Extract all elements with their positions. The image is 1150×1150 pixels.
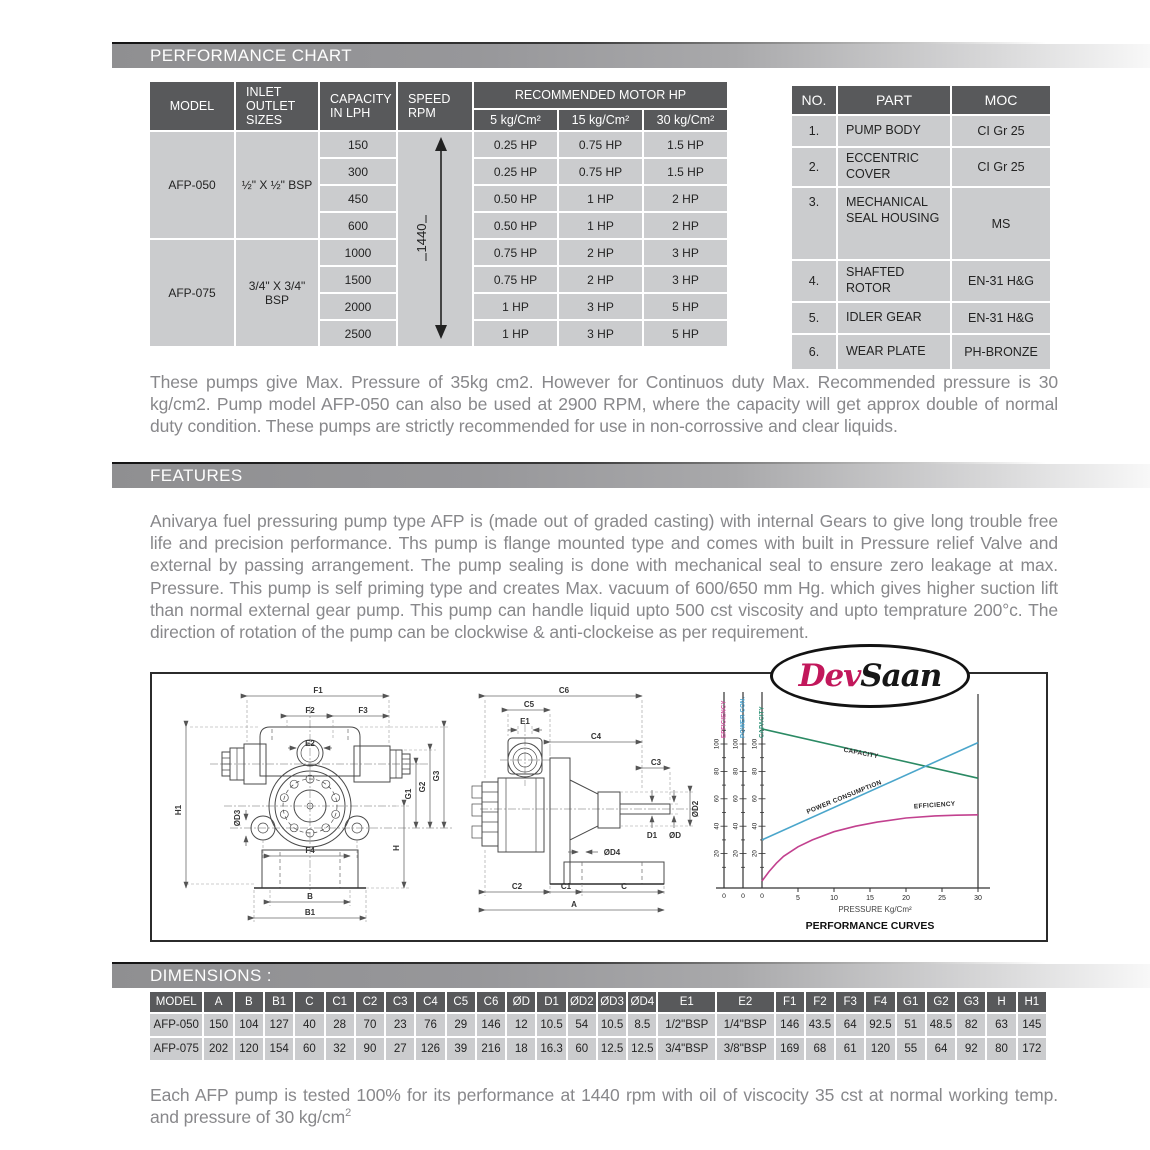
part-name: WEAR PLATE xyxy=(838,335,950,369)
dims-cell: 32 xyxy=(326,1038,354,1060)
part-name: PUMP BODY xyxy=(838,116,950,146)
capacity-cell: 2000 xyxy=(320,294,396,319)
dimension-label-od2: ØD2 xyxy=(691,800,700,818)
logo-text-dev: Dev xyxy=(798,658,861,694)
col-header-30kg: 30 kg/Cm² xyxy=(644,110,727,130)
dims-column-header: C4 xyxy=(416,992,444,1012)
dims-cell: 43.5 xyxy=(806,1014,834,1036)
dims-cell: 80 xyxy=(987,1038,1015,1060)
dims-cell: 90 xyxy=(356,1038,384,1060)
table-row xyxy=(792,116,1050,146)
dims-column-header: C6 xyxy=(477,992,505,1012)
dims-column-header: B xyxy=(235,992,263,1012)
dimension-label-c4: C4 xyxy=(590,732,602,741)
dims-cell: 12 xyxy=(507,1014,535,1036)
dimension-label-c2: C2 xyxy=(511,882,523,891)
dims-cell: 28 xyxy=(326,1014,354,1036)
dims-cell: 12.5 xyxy=(598,1038,626,1060)
dimension-label-d1: D1 xyxy=(646,831,658,840)
x-tick-label: 30 xyxy=(974,895,982,902)
col-header-no: NO. xyxy=(792,86,836,114)
dims-cell: 18 xyxy=(507,1038,535,1060)
dims-column-header: F3 xyxy=(836,992,864,1012)
hp-cell: 0.75 HP xyxy=(474,240,557,265)
inlet-cell: 3/4" X 3/4" BSP xyxy=(236,240,318,346)
hp-cell: 0.50 HP xyxy=(474,186,557,211)
dims-column-header: G1 xyxy=(897,992,925,1012)
capacity-cell: 2500 xyxy=(320,321,396,346)
hp-cell: 0.50 HP xyxy=(474,213,557,238)
dims-cell: 76 xyxy=(416,1014,444,1036)
arrow-up-icon xyxy=(435,137,447,151)
dims-cell: 39 xyxy=(447,1038,475,1060)
x-zero-label: 0 xyxy=(722,893,726,900)
part-no: 2. xyxy=(792,148,836,186)
dimension-label-f3: F3 xyxy=(358,706,368,715)
test-note xyxy=(150,1084,1058,1129)
dims-cell: 60 xyxy=(568,1038,596,1060)
dimension-label-g1: G1 xyxy=(404,788,413,800)
col-header-capacity: CAPACITY IN LPH xyxy=(320,82,396,130)
col-header-moc: MOC xyxy=(952,86,1050,114)
dims-column-header: H1 xyxy=(1018,992,1046,1012)
x-tick-label: 15 xyxy=(866,895,874,902)
dims-column-header: ØD xyxy=(507,992,535,1012)
dims-cell: 216 xyxy=(477,1038,505,1060)
hp-cell: 0.25 HP xyxy=(474,159,557,184)
part-moc: CI Gr 25 xyxy=(952,148,1050,186)
pump-front-view-drawing xyxy=(160,680,460,932)
dims-cell: 64 xyxy=(836,1014,864,1036)
dims-cell: 27 xyxy=(386,1038,414,1060)
hp-cell: 3 HP xyxy=(559,321,642,346)
y-tick-label: 80 xyxy=(713,767,721,775)
pump-side-view-drawing xyxy=(464,680,720,932)
dimension-label-c5: C5 xyxy=(523,700,535,709)
dimension-label-b1: B1 xyxy=(304,908,316,917)
hp-cell: 5 HP xyxy=(644,321,727,346)
dims-cell: 92.5 xyxy=(866,1014,894,1036)
hp-cell: 0.75 HP xyxy=(559,132,642,157)
dimension-label-e1: E1 xyxy=(520,717,530,726)
capacity-cell: 1000 xyxy=(320,240,396,265)
col-header-model: MODEL xyxy=(150,82,234,130)
dims-cell: 1/4"BSP xyxy=(717,1014,774,1036)
dims-column-header: C2 xyxy=(356,992,384,1012)
y-tick-label: 80 xyxy=(732,767,740,775)
dims-cell: 146 xyxy=(477,1014,505,1036)
x-zero-label: 0 xyxy=(760,893,764,900)
dims-column-header: G3 xyxy=(957,992,985,1012)
chart-x-axis-label: PRESSURE Kg/Cm² xyxy=(838,905,912,914)
chart-title: PERFORMANCE CURVES xyxy=(805,920,935,932)
y-tick-label: 60 xyxy=(732,795,740,803)
table-row xyxy=(150,1038,1046,1060)
dims-column-header: G2 xyxy=(927,992,955,1012)
hp-cell: 2 HP xyxy=(644,186,727,211)
hp-cell: 5 HP xyxy=(644,294,727,319)
hp-cell: 0.75 HP xyxy=(474,267,557,292)
dims-cell: 3/8"BSP xyxy=(717,1038,774,1060)
dims-cell: 1/2"BSP xyxy=(658,1014,715,1036)
dims-cell: 202 xyxy=(204,1038,232,1060)
dims-column-header: C5 xyxy=(447,992,475,1012)
col-header-part: PART xyxy=(838,86,950,114)
dimension-label-h1: H1 xyxy=(174,804,183,816)
section-header-features: FEATURES xyxy=(112,464,1150,488)
arrow-down-icon xyxy=(435,325,447,339)
x-tick-label: 10 xyxy=(830,895,838,902)
speed-value-label: 1440 xyxy=(414,223,429,252)
dimension-label-f2: F2 xyxy=(305,706,315,715)
hp-cell: 1 HP xyxy=(474,294,557,319)
x-tick-label: 5 xyxy=(796,895,800,902)
dims-cell: 63 xyxy=(987,1014,1015,1036)
part-name: IDLER GEAR xyxy=(838,303,950,333)
table-row xyxy=(150,132,727,157)
dimension-label-c1: C1 xyxy=(560,882,572,891)
dimension-label-b: B xyxy=(307,892,313,901)
dims-cell: 150 xyxy=(204,1014,232,1036)
dimension-label-g3: G3 xyxy=(432,770,441,782)
col-header-speed: SPEED RPM xyxy=(398,82,472,130)
front-pump-outline xyxy=(222,727,410,888)
capacity-cell: 300 xyxy=(320,159,396,184)
dims-cell: 48.5 xyxy=(927,1014,955,1036)
dims-cell: 8.5 xyxy=(628,1014,656,1036)
series-label: CAPACITY xyxy=(843,746,879,761)
dims-cell: 64 xyxy=(927,1038,955,1060)
inlet-cell: ½" X ½" BSP xyxy=(236,132,318,238)
drawings-panel xyxy=(150,672,1048,942)
speed-range-arrow xyxy=(407,135,463,341)
hp-cell: 1 HP xyxy=(559,213,642,238)
section-header-performance-chart: PERFORMANCE CHART xyxy=(112,44,1150,68)
table-row xyxy=(792,188,1050,259)
dims-column-header: F1 xyxy=(776,992,804,1012)
y-tick-label: 100 xyxy=(751,738,759,750)
performance-curves-svg xyxy=(702,682,1002,940)
table-row xyxy=(792,148,1050,186)
dims-column-header: D1 xyxy=(537,992,565,1012)
part-moc: EN-31 H&G xyxy=(952,261,1050,301)
test-note-superscript: 2 xyxy=(345,1107,352,1120)
dims-cell: 120 xyxy=(235,1038,263,1060)
hp-cell: 0.75 HP xyxy=(559,159,642,184)
capacity-cell: 600 xyxy=(320,213,396,238)
part-moc: CI Gr 25 xyxy=(952,116,1050,146)
model-cell: AFP-050 xyxy=(150,132,234,238)
dims-cell: 61 xyxy=(836,1038,864,1060)
dims-cell: 82 xyxy=(957,1014,985,1036)
dims-column-header: B1 xyxy=(265,992,293,1012)
dims-cell: 104 xyxy=(235,1014,263,1036)
part-name: ECCENTRIC COVER xyxy=(838,148,950,186)
col-header-5kg: 5 kg/Cm² xyxy=(474,110,557,130)
section-header-dimensions: DIMENSIONS : xyxy=(112,964,1150,988)
dims-cell: 146 xyxy=(776,1014,804,1036)
part-moc: PH-BRONZE xyxy=(952,335,1050,369)
dims-cell: 68 xyxy=(806,1038,834,1060)
dims-cell: 54 xyxy=(568,1014,596,1036)
dims-cell: 10.5 xyxy=(598,1014,626,1036)
test-note-text: Each AFP pump is tested 100% for its performance at 1440 rpm with oil of viscocity 35 cst at normal working temp. and pressure of 30 kg/cm xyxy=(150,1084,1058,1127)
performance-note: These pumps give Max. Pressure of 35kg cm2. However for Continuos duty Max. Recommended pressure is 30 kg/cm2. Pump model AFP-050 can also be used at 2900 RPM, where the capacity will get approx double of normal duty condition. These pumps are strictly recommended for use in non-corrossive and clear liquids. xyxy=(150,371,1058,437)
dims-cell: 92 xyxy=(957,1038,985,1060)
col-header-motor-hp: RECOMMENDED MOTOR HP xyxy=(474,82,727,108)
dims-cell: 145 xyxy=(1018,1014,1046,1036)
devsaan-logo xyxy=(770,644,970,708)
part-moc: EN-31 H&G xyxy=(952,303,1050,333)
table-row xyxy=(792,335,1050,369)
hp-cell: 1.5 HP xyxy=(644,132,727,157)
dims-column-header: ØD2 xyxy=(568,992,596,1012)
dims-cell: 51 xyxy=(897,1014,925,1036)
y-tick-label: 40 xyxy=(713,822,721,830)
features-paragraph: Anivarya fuel pressuring pump type AFP is (made out of graded casting) with internal Gears to give long trouble free life and precision performance. Ths pump is flange mounted type and comes with built in Pressure relief Valve and external by passing arrangement. The pump sealing is done with mechanical seal to ensure zero leakage at max. Pressure. This pump is self priming type and creates Max. vacuum of 600/650 mm Hg. which gives higher suction lift than normal external gear pump. This pump can handle liquid upto 500 cst viscosity and upto temprature 200°c. The direction of rotation of the pump can be clockwise & anti-clockeise as per requirement. xyxy=(150,510,1058,643)
hp-cell: 1 HP xyxy=(559,186,642,211)
dims-cell: 70 xyxy=(356,1014,384,1036)
y-tick-label: 100 xyxy=(732,738,740,750)
col-header-inlet-outlet: INLET OUTLET SIZES xyxy=(236,82,318,130)
table-row xyxy=(150,1014,1046,1036)
series-label: POWER CONSUMPTION xyxy=(805,779,883,816)
parts-moc-table xyxy=(790,84,1052,371)
dimension-label-g2: G2 xyxy=(418,781,427,793)
dimension-label-f4: F4 xyxy=(305,846,315,855)
y-tick-label: 40 xyxy=(732,822,740,830)
dims-column-header: A xyxy=(204,992,232,1012)
dims-column-header: H xyxy=(987,992,1015,1012)
part-no: 5. xyxy=(792,303,836,333)
dims-cell: 3/4"BSP xyxy=(658,1038,715,1060)
y-axis-title: POWER CON. xyxy=(740,696,747,738)
dims-column-header: ØD3 xyxy=(598,992,626,1012)
dims-column-header: ØD4 xyxy=(628,992,656,1012)
x-tick-label: 25 xyxy=(938,895,946,902)
side-dimensions xyxy=(485,686,700,910)
hp-cell: 1.5 HP xyxy=(644,159,727,184)
dimension-label-c: C xyxy=(621,882,627,891)
hp-cell: 3 HP xyxy=(644,267,727,292)
dims-column-header: C3 xyxy=(386,992,414,1012)
hp-cell: 1 HP xyxy=(474,321,557,346)
col-header-15kg: 15 kg/Cm² xyxy=(559,110,642,130)
part-no: 4. xyxy=(792,261,836,301)
dims-cell: 169 xyxy=(776,1038,804,1060)
hp-cell: 2 HP xyxy=(559,267,642,292)
capacity-cell: 450 xyxy=(320,186,396,211)
dims-cell: 154 xyxy=(265,1038,293,1060)
y-tick-label: 20 xyxy=(713,850,721,858)
dimension-label-a: A xyxy=(571,900,577,909)
dimension-label-f1: F1 xyxy=(313,686,323,695)
dims-column-header: C xyxy=(295,992,323,1012)
capacity-cell: 1500 xyxy=(320,267,396,292)
dims-column-header: E2 xyxy=(717,992,774,1012)
dims-cell: 55 xyxy=(897,1038,925,1060)
hp-cell: 3 HP xyxy=(644,240,727,265)
dims-cell: AFP-050 xyxy=(150,1014,202,1036)
y-axis-title: CAPACITY xyxy=(759,706,766,738)
dims-cell: 12.5 xyxy=(628,1038,656,1060)
table-row xyxy=(792,261,1050,301)
part-name: MECHANICAL SEAL HOUSING xyxy=(838,188,950,259)
dims-column-header: F4 xyxy=(866,992,894,1012)
performance-curves-chart xyxy=(702,682,1002,945)
dims-cell: 23 xyxy=(386,1014,414,1036)
speed-arrow-cell xyxy=(398,132,472,346)
y-tick-label: 20 xyxy=(732,850,740,858)
dims-cell: 10.5 xyxy=(537,1014,565,1036)
series-label: EFFICIENCY xyxy=(913,800,956,811)
dims-cell: 120 xyxy=(866,1038,894,1060)
part-no: 6. xyxy=(792,335,836,369)
y-axis-title: EFFICIENCY xyxy=(721,700,728,738)
dimension-label-od3: ØD3 xyxy=(233,809,242,827)
performance-table xyxy=(148,80,729,348)
capacity-cell: 150 xyxy=(320,132,396,157)
dims-column-header: MODEL xyxy=(150,992,202,1012)
logo-text-saan: Saan xyxy=(860,658,942,694)
hp-cell: 2 HP xyxy=(644,213,727,238)
hp-cell: 3 HP xyxy=(559,294,642,319)
dims-cell: 60 xyxy=(295,1038,323,1060)
y-tick-label: 80 xyxy=(751,767,759,775)
y-tick-label: 100 xyxy=(713,738,721,750)
dims-column-header: F2 xyxy=(806,992,834,1012)
part-moc: MS xyxy=(952,188,1050,259)
dims-cell: AFP-075 xyxy=(150,1038,202,1060)
dims-cell: 127 xyxy=(265,1014,293,1036)
dimensions-table-holder xyxy=(148,990,1048,1062)
dimension-label-c3: C3 xyxy=(650,758,662,767)
part-no: 1. xyxy=(792,116,836,146)
dims-cell: 172 xyxy=(1018,1038,1046,1060)
y-tick-label: 20 xyxy=(751,850,759,858)
dimension-label-e2: E2 xyxy=(305,739,315,748)
table-row xyxy=(792,303,1050,333)
dims-cell: 16.3 xyxy=(537,1038,565,1060)
x-tick-label: 20 xyxy=(902,895,910,902)
dimensions-table xyxy=(148,990,1048,1062)
x-zero-label: 0 xyxy=(741,893,745,900)
model-cell: AFP-075 xyxy=(150,240,234,346)
dimension-label-od4: ØD4 xyxy=(603,848,621,857)
part-no: 3. xyxy=(792,188,836,259)
dimension-label-h: H xyxy=(392,845,401,851)
part-name: SHAFTED ROTOR xyxy=(838,261,950,301)
dimension-label-od: ØD xyxy=(669,831,681,840)
dims-cell: 126 xyxy=(416,1038,444,1060)
dims-column-header: E1 xyxy=(658,992,715,1012)
hp-cell: 2 HP xyxy=(559,240,642,265)
y-tick-label: 40 xyxy=(751,822,759,830)
y-tick-label: 60 xyxy=(751,795,759,803)
dims-column-header: C1 xyxy=(326,992,354,1012)
dims-cell: 29 xyxy=(447,1014,475,1036)
dimension-label-c6: C6 xyxy=(558,686,570,695)
hp-cell: 0.25 HP xyxy=(474,132,557,157)
dims-cell: 40 xyxy=(295,1014,323,1036)
y-tick-label: 60 xyxy=(713,795,721,803)
